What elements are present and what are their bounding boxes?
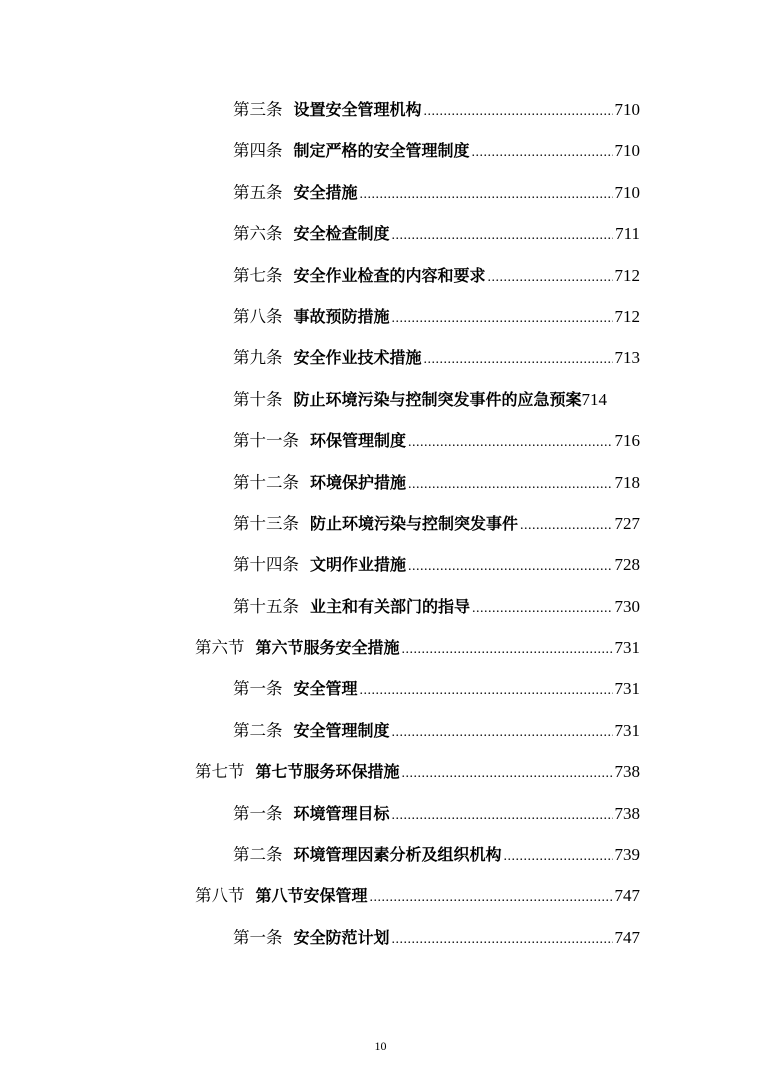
toc-entry-page: 718 <box>614 472 640 492</box>
toc-dot-leader <box>424 97 613 127</box>
toc-dot-leader <box>408 470 612 500</box>
toc-entry-page: 713 <box>614 348 640 368</box>
toc-dot-leader <box>472 138 613 168</box>
toc-article-entry[interactable] <box>0 716 761 757</box>
toc-entry-number: 第十四条 <box>233 555 299 575</box>
toc-entry-page: 730 <box>614 596 640 616</box>
toc-article-entry[interactable] <box>0 674 761 715</box>
toc-entry-page: 739 <box>614 845 640 865</box>
toc-entry-page: 731 <box>614 679 640 699</box>
toc-dot-leader <box>472 594 612 624</box>
toc-dot-leader <box>392 801 613 831</box>
toc-entry-title: 环境管理目标 <box>293 803 390 823</box>
toc-entry-number: 第六条 <box>233 224 283 244</box>
toc-entry-title: 防止环境污染与控制突发事件 <box>310 513 519 533</box>
toc-entry-number: 第十五条 <box>233 596 299 616</box>
toc-entry-page: 727 <box>614 513 640 533</box>
toc-dot-leader <box>408 552 612 582</box>
toc-entry-number: 第十三条 <box>233 513 299 533</box>
toc-entry-number: 第二条 <box>233 845 283 865</box>
toc-entry-page: 738 <box>614 803 640 823</box>
toc-article-entry[interactable] <box>0 592 761 633</box>
toc-entry-page: 716 <box>614 431 640 451</box>
toc-article-entry[interactable] <box>0 136 761 177</box>
toc-entry-page: 710 <box>614 182 640 202</box>
toc-dot-leader <box>392 925 613 955</box>
toc-dot-leader <box>360 180 613 210</box>
toc-entry-page: 714 <box>581 389 608 409</box>
toc-section-entry[interactable] <box>0 633 761 674</box>
toc-entry-title: 业主和有关部门的指导 <box>310 596 471 616</box>
toc-entry-number: 第十二条 <box>233 472 299 492</box>
toc-dot-leader <box>488 263 613 293</box>
toc-entry-page: 747 <box>614 927 640 947</box>
toc-entry-number: 第六节 <box>195 638 245 658</box>
toc-entry-number: 第十条 <box>233 389 283 409</box>
toc-section-entry[interactable] <box>0 881 761 922</box>
toc-entry-number: 第一条 <box>233 927 283 947</box>
toc-entry-title: 环保管理制度 <box>310 431 407 451</box>
toc-entry-number: 第一条 <box>233 679 283 699</box>
toc-article-entry[interactable] <box>0 840 761 881</box>
table-of-contents <box>0 95 761 964</box>
toc-dot-leader <box>392 221 614 251</box>
toc-entry-page: 731 <box>614 638 640 658</box>
toc-entry-title: 安全管理 <box>293 679 358 699</box>
toc-entry-number: 第九条 <box>233 348 283 368</box>
toc-entry-number: 第十一条 <box>233 431 299 451</box>
toc-article-entry[interactable] <box>0 468 761 509</box>
toc-entry-title: 设置安全管理机构 <box>293 100 422 119</box>
toc-entry-number: 第二条 <box>233 720 283 740</box>
toc-entry-page: 747 <box>614 886 640 906</box>
toc-dot-leader <box>392 304 613 334</box>
toc-entry-title: 安全作业技术措施 <box>293 348 422 368</box>
toc-dot-leader <box>392 718 613 748</box>
toc-entry-page: 712 <box>614 265 640 285</box>
toc-article-entry[interactable] <box>0 550 761 591</box>
toc-entry-title: 第六节服务安全措施 <box>255 638 400 658</box>
toc-entry-number: 第八条 <box>233 306 283 326</box>
toc-article-entry[interactable] <box>0 509 761 550</box>
toc-article-entry[interactable] <box>0 261 761 302</box>
toc-entry-title: 第七节服务环保措施 <box>255 762 400 782</box>
toc-article-entry[interactable] <box>0 385 761 426</box>
toc-entry-page: 738 <box>614 762 640 782</box>
toc-entry-title: 安全作业检查的内容和要求 <box>293 265 486 285</box>
toc-article-entry[interactable] <box>0 178 761 219</box>
toc-entry-number: 第七节 <box>195 762 245 782</box>
toc-entry-page: 731 <box>614 720 640 740</box>
toc-dot-leader <box>402 759 613 789</box>
toc-article-entry[interactable] <box>0 923 761 964</box>
toc-dot-leader <box>360 676 613 706</box>
toc-entry-title: 环境管理因素分析及组织机构 <box>293 845 502 865</box>
toc-article-entry[interactable] <box>0 95 761 136</box>
page-number: 10 <box>374 1039 387 1053</box>
toc-entry-title: 环境保护措施 <box>310 472 407 492</box>
toc-entry-title: 第八节安保管理 <box>255 886 368 906</box>
toc-dot-leader <box>504 842 613 872</box>
toc-entry-number: 第一条 <box>233 803 283 823</box>
toc-entry-page: 710 <box>614 100 640 119</box>
toc-entry-page: 712 <box>614 306 640 326</box>
toc-entry-title: 事故预防措施 <box>293 306 390 326</box>
toc-article-entry[interactable] <box>0 343 761 384</box>
toc-entry-page: 710 <box>614 141 640 161</box>
toc-entry-page: 711 <box>615 224 640 244</box>
toc-entry-number: 第七条 <box>233 265 283 285</box>
toc-article-entry[interactable] <box>0 426 761 467</box>
toc-entry-title: 安全措施 <box>293 182 358 202</box>
toc-entry-page: 728 <box>614 555 640 575</box>
toc-dot-leader <box>402 635 613 665</box>
toc-dot-leader <box>520 511 612 541</box>
toc-entry-number: 第五条 <box>233 182 283 202</box>
toc-article-entry[interactable] <box>0 219 761 260</box>
toc-article-entry[interactable] <box>0 799 761 840</box>
toc-entry-number: 第四条 <box>233 141 283 161</box>
toc-entry-number: 第三条 <box>233 100 283 119</box>
toc-section-entry[interactable] <box>0 757 761 798</box>
toc-dot-leader <box>424 345 613 375</box>
toc-entry-number: 第八节 <box>195 886 245 906</box>
toc-entry-title: 安全检查制度 <box>293 224 390 244</box>
toc-entry-title: 文明作业措施 <box>310 555 407 575</box>
toc-dot-leader <box>370 883 613 913</box>
toc-dot-leader <box>408 428 612 458</box>
toc-entry-title: 制定严格的安全管理制度 <box>293 141 470 161</box>
toc-article-entry[interactable] <box>0 302 761 343</box>
toc-entry-title: 安全管理制度 <box>293 720 390 740</box>
toc-entry-title: 安全防范计划 <box>293 927 390 947</box>
toc-entry-title: 防止环境污染与控制突发事件的应急预案 <box>293 389 582 409</box>
